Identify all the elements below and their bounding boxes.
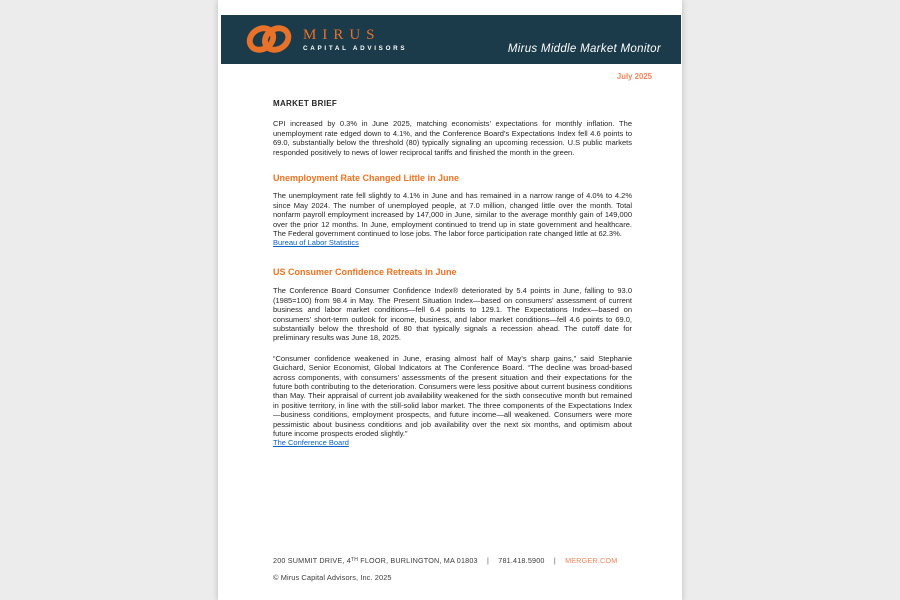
interlocking-rings-icon: [239, 20, 301, 58]
logo-subtitle: CAPITAL ADVISORS: [303, 44, 408, 52]
bls-link[interactable]: Bureau of Labor Statistics: [273, 238, 359, 248]
phone-number: 781.418.5900: [498, 556, 545, 565]
merger-com-link[interactable]: MERGER.COM: [565, 556, 618, 565]
article-body: [273, 64, 632, 448]
section-heading-unemployment: Unemployment Rate Changed Little in June: [273, 173, 460, 184]
section-heading-consumer-confidence: US Consumer Confidence Retreats in June: [273, 266, 457, 277]
header-band: [221, 15, 681, 64]
footer-divider: |: [553, 556, 556, 565]
address-line: [273, 556, 617, 565]
logo-name: MIRUS: [303, 26, 381, 43]
kicker-market-brief: MARKET BRIEF: [273, 99, 338, 108]
street-address: 200 SUMMIT DRIVE, 4: [273, 556, 351, 565]
mirus-logo: [239, 20, 407, 58]
footer-divider: |: [486, 556, 490, 565]
newsletter-title: Mirus Middle Market Monitor: [507, 43, 661, 55]
consumer-confidence-paragraph: The Conference Board Consumer Confidence Index® deteriorated by 5.4 points in June, falling to 93.0 (1985=100) from 98.4 in May. The Present Situation Index—based on consumers’ assessment of current business and labor market conditions—fell 6.4 points to 129.1. The Expectations Index—based on consumers’ short-term outlook for income, business, and labor market conditions—fell 4.6 points to 69.0, substantially below the threshold of 80 that typically signals a recession ahead. The cutoff date for preliminary results was June 18, 2025.: [273, 286, 632, 343]
intro-paragraph: CPI increased by 0.3% in June 2025, matching economists’ expectations for monthly inflation. The unemployment rate edged down to 4.1%, and the Conference Board’s Expectations Index fell 4.6 points to 69.0, substantially below the threshold (80) typically signaling an upcoming recession. U.S public markets responded positively to news of lower reciprocal tariffs and finished the month in the green.: [273, 119, 632, 157]
address-rest: FLOOR, BURLINGTON, MA 01803: [358, 556, 478, 565]
copyright-notice: © Mirus Capital Advisors, Inc. 2025: [273, 573, 392, 582]
floor-ordinal: TH: [350, 557, 359, 563]
conference-board-link[interactable]: The Conference Board: [273, 438, 349, 448]
issue-date: July 2025: [616, 72, 652, 81]
logo-wordmark: [303, 27, 407, 52]
newsletter-page: [218, 0, 682, 600]
unemployment-paragraph: The unemployment rate fell slightly to 4.1% in June and has remained in a narrow range of 4.0% to 4.2% since May 2024. The number of unemployed people, at 7.0 million, changed little over the month. Total nonfarm payroll employment increased by 147,000 in June, similar to the average monthly gain of 149,000 over the prior 12 months. In June, employment continued to trend up in state government and healthcare. The Federal government continued to lose jobs. The labor force participation rate changed little at 62.3%.: [273, 191, 632, 239]
economist-quote-paragraph: “Consumer confidence weakened in June, erasing almost half of May’s sharp gains,” said Stephanie Guichard, Senior Economist, Global Indicators at The Conference Board. “The decline was broad-based across components, with consumers’ assessments of the present situation and their expectations for the future both contributing to the deterioration. Consumers were less positive about current business conditions than May. Their appraisal of current job availability weakened for the sixth consecutive month but remained in positive territory, in line with the still-solid labor market. The three components of the Expectations Index—business conditions, employment prospects, and future income—all weakened. Consumers were more pessimistic about business conditions and job availability over the next six months, and optimism about future income prospects eroded slightly.”: [273, 353, 632, 438]
page-footer: [273, 556, 617, 582]
